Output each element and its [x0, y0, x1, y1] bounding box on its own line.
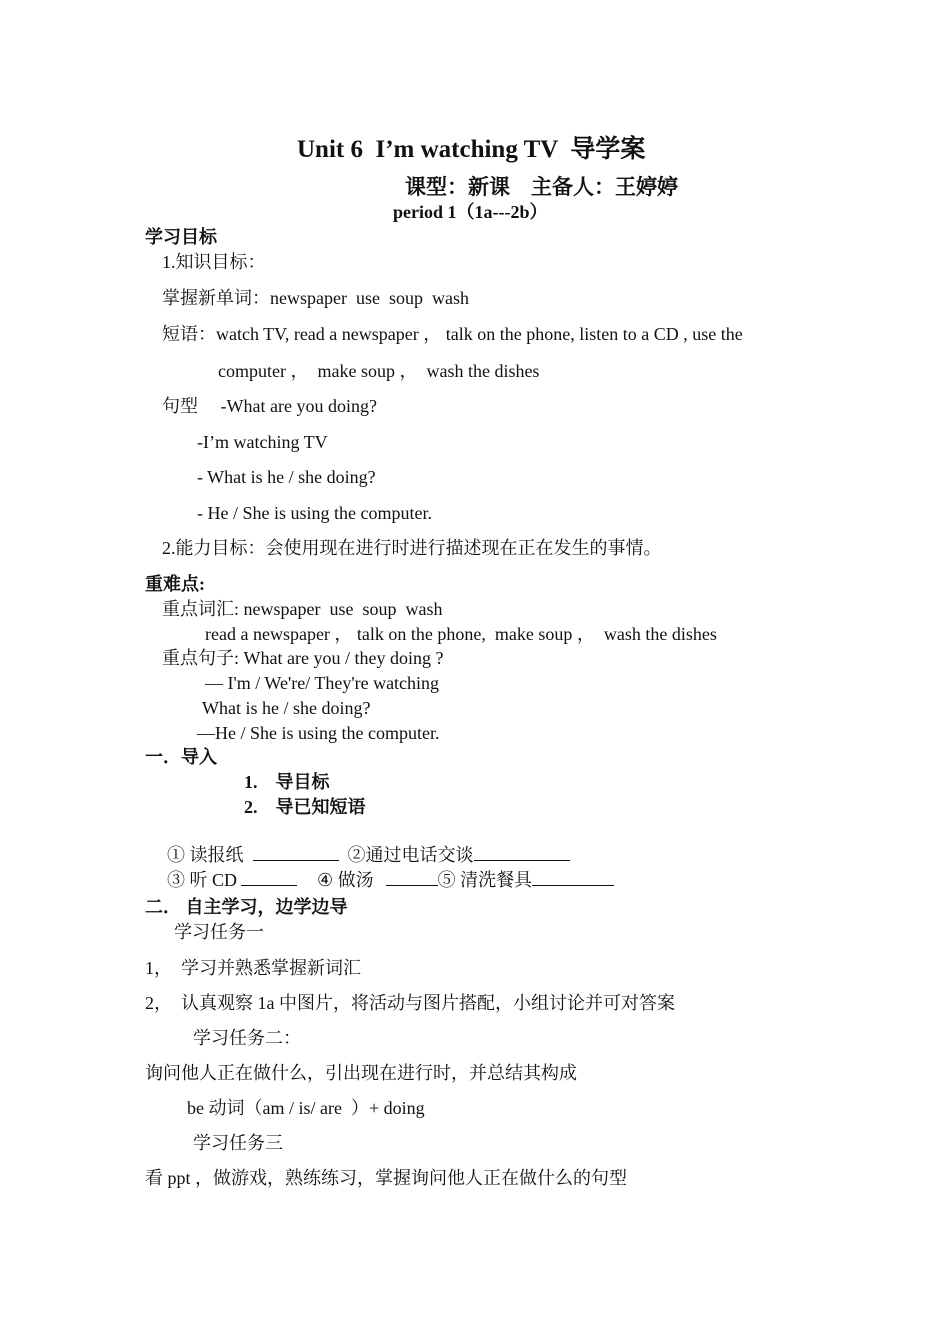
task3-description: 看 ppt ，做游戏，熟练练习，掌握询问他人正在做什么的句型: [145, 1168, 627, 1188]
answer-blank-5[interactable]: [532, 868, 614, 886]
phrases-line-2: computer ， make soup ， wash the dishes: [218, 361, 540, 381]
blank-label-2: ②通过电话交谈: [347, 845, 474, 865]
key-vocab-line-2: read a newspaper ， talk on the phone, make soup ， wash the dishes: [205, 624, 717, 644]
key-points-heading: 重难点:: [145, 574, 205, 594]
key-sentence-line-4: —He / She is using the computer.: [197, 723, 440, 743]
doc-subtitle: 课型：新课 主备人：王婷婷: [405, 175, 678, 199]
key-vocab-line-1: 重点词汇: newspaper use soup wash: [162, 599, 443, 619]
new-words-line: 掌握新单词：newspaper use soup wash: [162, 288, 469, 308]
answer-blank-4[interactable]: [386, 868, 438, 886]
phrases-line-1: 短语：watch TV, read a newspaper ， talk on the phone, listen to a CD , use the: [162, 324, 743, 344]
section1-heading: 一．导入: [145, 747, 217, 767]
pattern-line-2: -I’m watching TV: [197, 432, 328, 452]
task2-formula: be 动词（am / is/ are ）+ doing: [187, 1098, 425, 1118]
task1-step-1: 1， 学习并熟悉掌握新词汇: [145, 958, 361, 978]
section1-item-1: 1. 导目标: [244, 772, 330, 792]
key-sentence-line-3: What is he / she doing?: [202, 698, 371, 718]
ability-goal: 2.能力目标：会使用现在进行时进行描述现在正在发生的事情。: [162, 538, 662, 558]
task3-label: 学习任务三: [193, 1133, 283, 1153]
knowledge-goal-label: 1.知识目标：: [162, 252, 266, 272]
section1-item-2: 2. 导已知短语: [244, 797, 366, 817]
blank-label-4: ④ 做汤: [317, 870, 374, 890]
blank-label-5: ⑤ 清洗餐具: [437, 870, 533, 890]
blank-label-1: ① 读报纸: [167, 845, 244, 865]
task1-step-2: 2， 认真观察 1a 中图片，将活动与图片搭配，小组讨论并可对答案: [145, 993, 675, 1013]
period-label: period 1（1a---2b）: [393, 202, 548, 222]
key-sentence-line-2: — I'm / We're/ They're watching: [205, 673, 440, 693]
section2-heading: 二． 自主学习，边学边导: [145, 897, 348, 917]
blank-label-3: ③ 听 CD: [167, 870, 238, 890]
pattern-line-3: - What is he / she doing?: [197, 467, 376, 487]
blank-item-2: [158, 846, 614, 891]
pattern-line-1: 句型 -What are you doing?: [162, 396, 377, 416]
key-sentence-line-1: 重点句子: What are you / they doing ?: [162, 648, 444, 668]
answer-blank-3[interactable]: [241, 868, 297, 886]
doc-title: Unit 6 I’m watching TV 导学案: [297, 136, 646, 163]
pattern-line-4: - He / She is using the computer.: [197, 503, 432, 523]
task2-label: 学习任务二：: [193, 1028, 301, 1048]
task2-description: 询问他人正在做什么，引出现在进行时，并总结其构成: [145, 1063, 577, 1083]
goals-heading: 学习目标: [145, 227, 217, 247]
task1-label: 学习任务一: [174, 922, 264, 942]
